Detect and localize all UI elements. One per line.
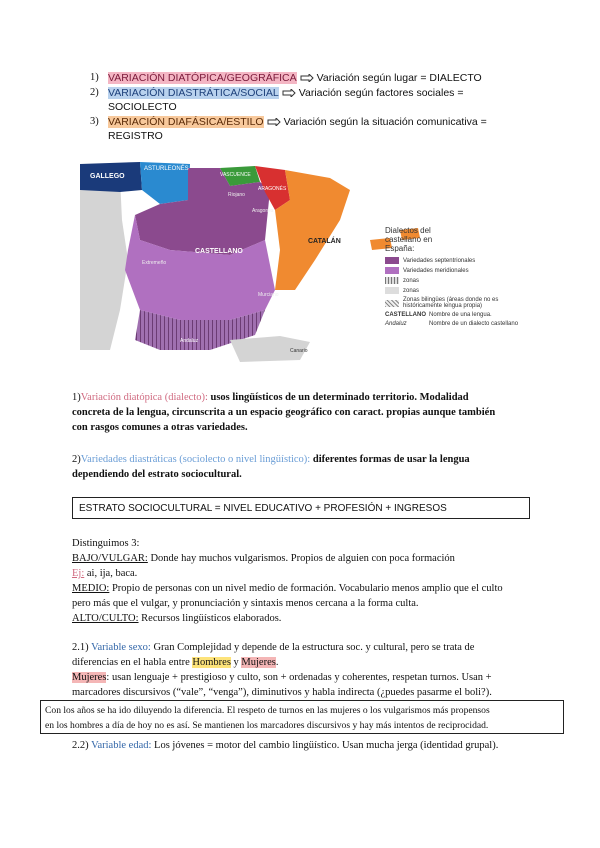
section-sexo: 2.1) Variable sexo: Gran Complejidad y depende de la estructura soc. y cultural, pero se trata de diferencias en el habla entre Hombres y Mujeres. Mujeres: usan lenguaje + prestigioso y culto, son + ordenadas y coherentes, respetan turnos. Usan + marcadores discursivos (“vale”, “venga”), diminutivos y habla indirecta (¿puedes pasarme el boli?). xyxy=(72,642,492,698)
list-item: 1) VARIACIÓN DIATÓPICA/GEOGRÁFICA Variación según lugar = DIALECTO xyxy=(90,72,482,84)
map-legend xyxy=(385,226,520,330)
legend-item: zonas xyxy=(385,277,520,284)
map-label-extremeno: Extremeño xyxy=(142,260,167,266)
list-desc: Variación según la situación comunicativa = xyxy=(283,116,487,128)
arrow-right-icon xyxy=(282,89,296,97)
legend-swatch xyxy=(385,300,399,307)
label-bajo: BAJO/VULGAR: xyxy=(72,553,148,564)
legend-title: Dialectos del castellano en España: xyxy=(385,226,433,253)
arrow-right-icon xyxy=(300,74,314,82)
legend-swatch xyxy=(385,287,399,294)
legend-item: zonas xyxy=(385,287,520,294)
map-label-riojano: Riojano xyxy=(228,192,245,198)
term-diastratica: Variedades diastráticas (sociolecto o nivel lingüístico): xyxy=(80,454,311,465)
legend-item: Variedades meridionales xyxy=(385,267,520,274)
term-edad: Variable edad: xyxy=(91,740,152,751)
legend-item: Variedades septentrionales xyxy=(385,257,520,264)
map-label-catalan: CATALÁN xyxy=(308,238,341,245)
list-term: VARIACIÓN DIATÓPICA/GEOGRÁFICA xyxy=(108,72,297,84)
section-diastratica: 2)Variedades diastráticas (sociolecto o nivel lingüístico): diferentes formas de usar la lengua dependiendo del estrato sociocultural. xyxy=(72,454,470,480)
legend-swatch xyxy=(385,277,399,284)
list-item: 2) VARIACIÓN DIASTRÁTICA/SOCIAL Variación según factores sociales = SOCIOLECTO xyxy=(90,87,464,113)
map-label-asturleones: ASTURLEONÉS xyxy=(144,166,189,172)
map-label-gallego: GALLEGO xyxy=(90,173,125,180)
section-diatopica: 1)Variación diatópica (dialecto): usos lingüísticos de un determinado territorio. Modalidad concreta de la lengua, circunscrita a un espacio geográfico con caract. propias aunque también con rasgos comunes a otras variedades. xyxy=(72,392,496,433)
legend-item: Zonas bilingües (áreas donde no es históricamente lengua propia) xyxy=(385,297,520,309)
dialect-map xyxy=(80,160,520,370)
list-desc-cont: REGISTRO xyxy=(108,130,163,142)
label-medio: MEDIO: xyxy=(72,583,110,594)
legend-swatch xyxy=(385,257,399,264)
note-box: Con los años se ha ido diluyendo la diferencia. El respeto de turnos en las mujeres o los vulgarismos más propensos en los hombres a día de hoy no es así. Se mantienen los marcadores discursivos y hay más intentos de reciprocidad. xyxy=(40,700,564,734)
section-niveles: Distinguimos 3: BAJO/VULGAR: Donde hay muchos vulgarismos. Propios de alguien con poca formación Ej: ai, ija, baca. MEDIO: Propio de personas con un nivel medio de formación. Vocabulario menos amplio que el culto pero más que el vulgar, y pronunciación y sintaxis menos cercana a la forma culta. ALTO/CULTO: Recursos lingüísticos elaborados. xyxy=(72,538,503,624)
label-ej: Ej: xyxy=(72,568,85,579)
map-label-aragones-sub: Aragonés xyxy=(252,208,274,214)
legend-key: Andaluz Nombre de un dialecto castellano xyxy=(385,321,519,327)
list-desc: Variación según lugar = DIALECTO xyxy=(316,72,482,84)
formula-box: ESTRATO SOCIOCULTURAL = NIVEL EDUCATIVO + PROFESIÓN + INGRESOS xyxy=(72,497,530,519)
map-label-andaluz: Andaluz xyxy=(180,338,199,344)
highlight-hombres: Hombres xyxy=(192,657,231,668)
list-item: 3) VARIACIÓN DIAFÁSICA/ESTILO Variación según la situación comunicativa = REGISTRO xyxy=(90,116,487,142)
map-label-murciano: Murciano xyxy=(258,292,279,298)
map-label-vascuence: VASCUENCE xyxy=(220,172,251,178)
arrow-right-icon xyxy=(267,118,281,126)
highlight-mujeres: Mujeres xyxy=(241,657,276,668)
term-diatopica: Variación diatópica (dialecto): xyxy=(80,392,208,403)
map-label-aragones: ARAGONÉS xyxy=(258,186,287,192)
map-label-canario: Canario xyxy=(290,348,308,354)
list-desc-cont: SOCIOLECTO xyxy=(108,101,177,113)
list-desc: Variación según factores sociales = xyxy=(298,87,464,99)
section-edad: 2.2) Variable edad: Los jóvenes = motor del cambio lingüístico. Usan mucha jerga (identidad grupal). xyxy=(72,740,499,751)
legend-swatch xyxy=(385,267,399,274)
list-term: VARIACIÓN DIASTRÁTICA/SOCIAL xyxy=(108,87,279,99)
list-term: VARIACIÓN DIAFÁSICA/ESTILO xyxy=(108,116,264,128)
highlight-mujeres: Mujeres xyxy=(72,672,107,683)
term-sexo: Variable sexo: xyxy=(91,642,151,653)
legend-key: CASTELLANO Nombre de una lengua. xyxy=(385,312,492,318)
label-alto: ALTO/CULTO: xyxy=(72,613,139,624)
map-label-castellano: CASTELLANO xyxy=(195,248,243,255)
